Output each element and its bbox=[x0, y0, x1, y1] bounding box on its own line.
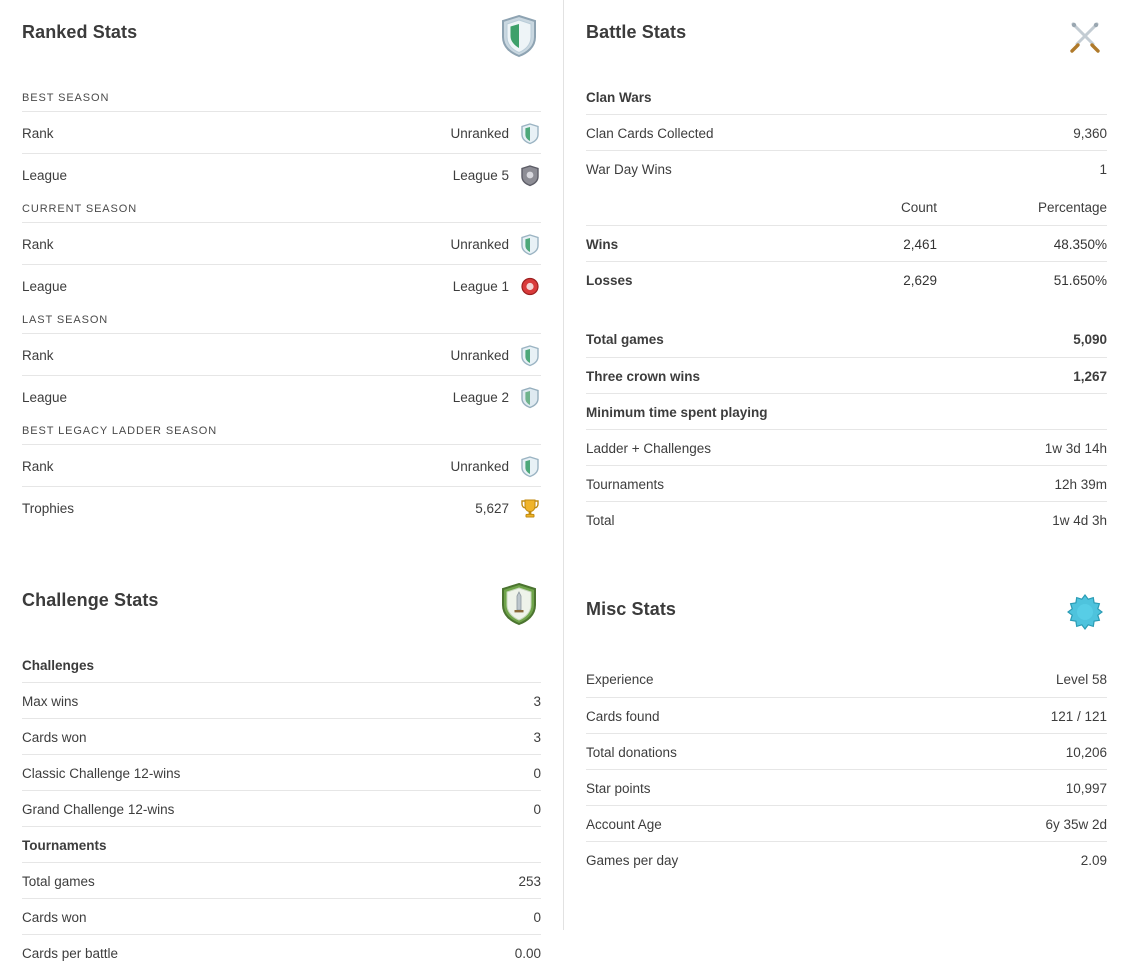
shield-badge-icon bbox=[497, 14, 541, 58]
challenge-stats-header bbox=[22, 590, 541, 626]
row-label: Cards won bbox=[22, 909, 87, 925]
row-label: Classic Challenge 12-wins bbox=[22, 765, 181, 781]
row-cards-found bbox=[586, 697, 1107, 733]
row-label: Max wins bbox=[22, 693, 79, 709]
row-value: 0 bbox=[533, 765, 541, 781]
trophy-icon bbox=[519, 497, 541, 519]
row-value: 2.09 bbox=[1080, 852, 1107, 868]
clan-wars-label: Clan Wars bbox=[586, 90, 652, 105]
row-count: 2,629 bbox=[903, 272, 937, 288]
row-label: Grand Challenge 12-wins bbox=[22, 801, 175, 817]
row-label: Total bbox=[586, 512, 615, 528]
challenge-stats-title: Challenge Stats bbox=[22, 590, 159, 610]
row-value: 1w 4d 3h bbox=[1052, 512, 1107, 528]
battle-table-header bbox=[586, 186, 1107, 225]
row-label: Trophies bbox=[22, 500, 75, 516]
row-label: Ladder + Challenges bbox=[586, 440, 711, 456]
left-column bbox=[0, 0, 564, 961]
row-label: Rank bbox=[22, 125, 54, 141]
row-label: War Day Wins bbox=[586, 161, 672, 177]
row-label: Total games bbox=[586, 332, 664, 347]
row-label: Losses bbox=[586, 272, 633, 288]
row-experience bbox=[586, 661, 1107, 697]
row-value: 6y 35w 2d bbox=[1045, 816, 1107, 832]
row-label: Star points bbox=[586, 780, 651, 796]
row-war-day-wins bbox=[586, 150, 1107, 186]
group-label-tournaments: Tournaments bbox=[22, 826, 541, 862]
row-value: 3 bbox=[533, 729, 541, 745]
row-value: 5,627 bbox=[475, 500, 509, 516]
league5-icon bbox=[519, 164, 541, 186]
row-value: 121 / 121 bbox=[1050, 708, 1107, 724]
row-label: Rank bbox=[22, 347, 54, 363]
row-label: Experience bbox=[586, 672, 654, 687]
league1-icon bbox=[519, 275, 541, 297]
row-star-points bbox=[586, 769, 1107, 805]
row-current-season-rank bbox=[22, 222, 541, 264]
battle-stats-panel bbox=[564, 0, 1129, 537]
row-label: Total donations bbox=[586, 744, 677, 760]
row-ladder-challenges-time bbox=[586, 429, 1107, 465]
row-label: Tournaments bbox=[586, 476, 665, 492]
row-label: Total games bbox=[22, 873, 95, 889]
row-label: League bbox=[22, 278, 68, 294]
misc-stats-header bbox=[586, 599, 1107, 635]
row-label: Cards won bbox=[22, 729, 87, 745]
section-label-best-season: BEST SEASON bbox=[22, 92, 110, 104]
row-value: Unranked bbox=[450, 458, 509, 474]
row-label: Wins bbox=[586, 236, 619, 252]
group-label-challenges: Challenges bbox=[22, 658, 95, 673]
row-cards-per-battle bbox=[22, 934, 541, 970]
row-label: Rank bbox=[22, 458, 54, 474]
row-grand-challenge-12-wins bbox=[22, 790, 541, 826]
row-label: League bbox=[22, 389, 68, 405]
row-value: League 5 bbox=[452, 167, 509, 183]
battle-stats-header bbox=[586, 22, 1107, 58]
row-value: 5,090 bbox=[1073, 332, 1107, 347]
row-label: Minimum time spent playing bbox=[586, 404, 768, 420]
shield-icon bbox=[519, 455, 541, 477]
col-header-percentage: Percentage bbox=[1037, 200, 1107, 215]
battle-stats-title: Battle Stats bbox=[586, 22, 687, 42]
row-value: 3 bbox=[533, 693, 541, 709]
row-value: 1,267 bbox=[1073, 368, 1107, 384]
row-total-games bbox=[586, 321, 1107, 357]
row-max-wins bbox=[22, 682, 541, 718]
row-current-season-league bbox=[22, 264, 541, 306]
section-label-best-legacy-ladder-season: BEST LEGACY LADDER SEASON bbox=[22, 425, 218, 437]
row-classic-challenge-12-wins bbox=[22, 754, 541, 790]
row-value: 10,997 bbox=[1065, 780, 1107, 796]
row-label: Clan Cards Collected bbox=[586, 125, 714, 141]
ranked-sections bbox=[22, 84, 541, 528]
row-total-donations bbox=[586, 733, 1107, 769]
table-row bbox=[586, 261, 1107, 297]
challenge-stats-panel bbox=[0, 568, 563, 970]
row-value: 253 bbox=[518, 873, 541, 889]
right-column bbox=[564, 0, 1129, 930]
star-burst-icon bbox=[1063, 591, 1107, 635]
league2-icon bbox=[519, 386, 541, 408]
row-clan-cards-collected bbox=[586, 114, 1107, 150]
row-label: Cards per battle bbox=[22, 945, 119, 961]
row-value: 0 bbox=[533, 909, 541, 925]
row-value: Unranked bbox=[450, 125, 509, 141]
misc-stats-title: Misc Stats bbox=[586, 599, 677, 619]
row-value: 1w 3d 14h bbox=[1044, 440, 1107, 456]
row-tournaments-total-games bbox=[22, 862, 541, 898]
row-value: 1 bbox=[1099, 161, 1107, 177]
row-value: 0.00 bbox=[514, 945, 541, 961]
row-label: Games per day bbox=[586, 852, 679, 868]
row-value: 10,206 bbox=[1065, 744, 1107, 760]
row-value: 12h 39m bbox=[1054, 476, 1107, 492]
row-label: League bbox=[22, 167, 68, 183]
row-percentage: 48.350% bbox=[1053, 236, 1107, 252]
col-header-count: Count bbox=[900, 200, 937, 215]
row-value: Level 58 bbox=[1055, 672, 1107, 687]
challenge-groups bbox=[22, 652, 541, 970]
row-legacy-trophies bbox=[22, 486, 541, 528]
row-value: Unranked bbox=[450, 347, 509, 363]
shield-icon bbox=[519, 122, 541, 144]
sword-shield-icon bbox=[497, 582, 541, 626]
section-label-last-season: LAST SEASON bbox=[22, 314, 109, 326]
row-minimum-time-spent-playing bbox=[586, 393, 1107, 429]
row-label: Cards found bbox=[586, 708, 660, 724]
row-best-season-league bbox=[22, 153, 541, 195]
row-legacy-rank bbox=[22, 444, 541, 486]
row-account-age bbox=[586, 805, 1107, 841]
row-label: Rank bbox=[22, 236, 54, 252]
row-cards-won bbox=[22, 718, 541, 754]
section-label-current-season: CURRENT SEASON bbox=[22, 203, 138, 215]
row-value: 0 bbox=[533, 801, 541, 817]
page-title: Ranked Stats bbox=[22, 22, 138, 42]
row-value: League 2 bbox=[452, 389, 509, 405]
row-tournaments-time bbox=[586, 465, 1107, 501]
table-row bbox=[586, 225, 1107, 261]
row-last-season-rank bbox=[22, 333, 541, 375]
row-label: Account Age bbox=[586, 816, 662, 832]
row-count: 2,461 bbox=[903, 236, 937, 252]
row-games-per-day bbox=[586, 841, 1107, 877]
ranked-stats-panel bbox=[0, 0, 563, 528]
row-last-season-league bbox=[22, 375, 541, 417]
misc-stats-panel bbox=[564, 577, 1129, 877]
row-total-time bbox=[586, 501, 1107, 537]
row-best-season-rank bbox=[22, 111, 541, 153]
ranked-stats-header bbox=[22, 22, 541, 58]
shield-icon bbox=[519, 344, 541, 366]
row-value: 9,360 bbox=[1073, 125, 1107, 141]
row-percentage: 51.650% bbox=[1053, 272, 1107, 288]
row-three-crown-wins bbox=[586, 357, 1107, 393]
crossed-swords-icon bbox=[1063, 14, 1107, 58]
row-value: Unranked bbox=[450, 236, 509, 252]
row-label: Three crown wins bbox=[586, 368, 701, 384]
row-tournaments-cards-won bbox=[22, 898, 541, 934]
shield-icon bbox=[519, 233, 541, 255]
row-value: League 1 bbox=[452, 278, 509, 294]
